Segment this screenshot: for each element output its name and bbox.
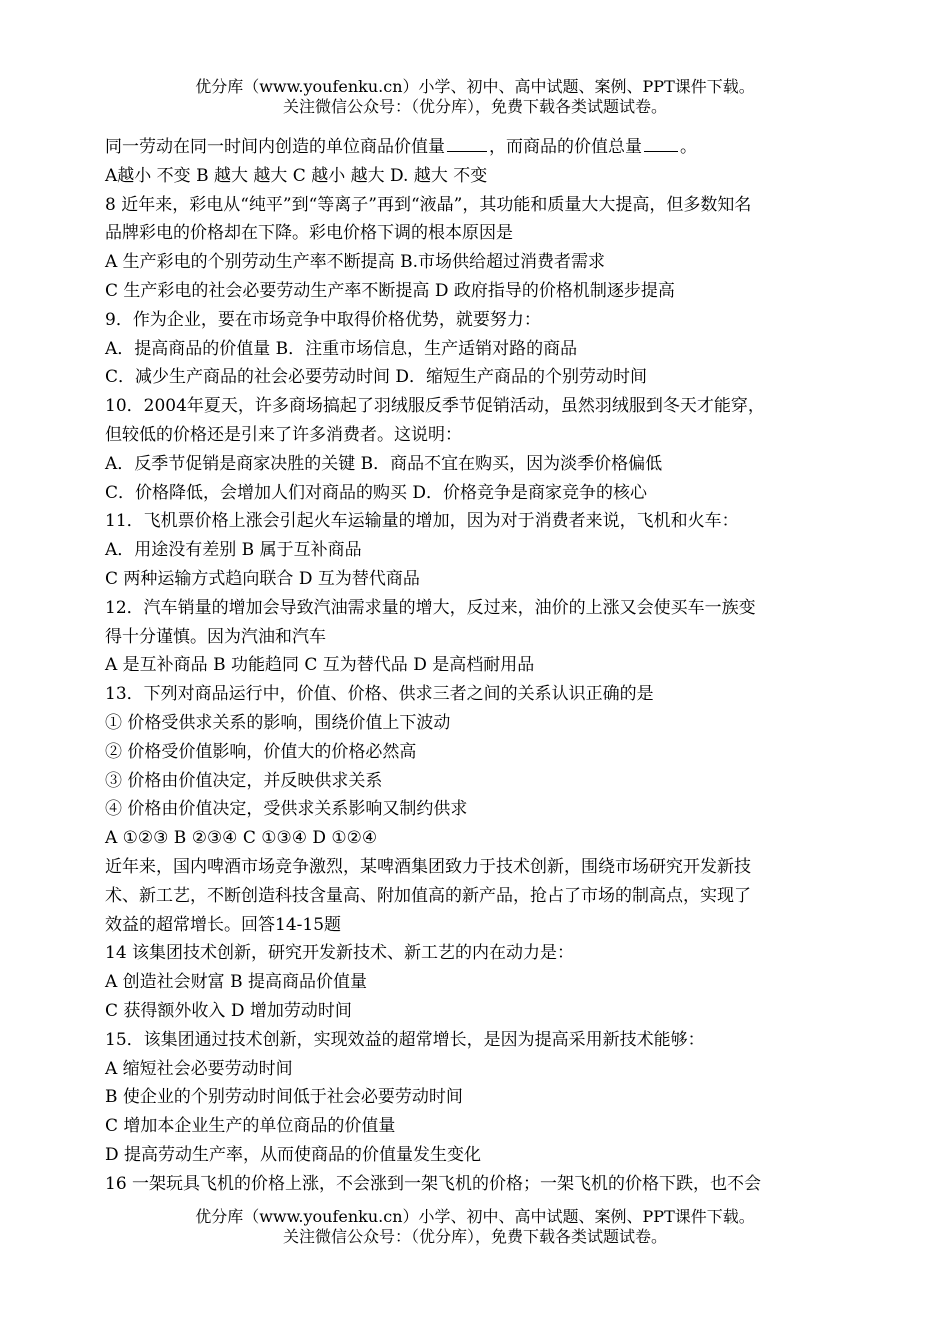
text-line: A．用途没有差别 B 属于互补商品 (105, 540, 362, 561)
text-line: 品牌彩电的价格却在下降。彩电价格下调的根本原因是 (105, 223, 513, 244)
text-line: C 增加本企业生产的单位商品的价值量 (105, 1116, 396, 1137)
text-line: ② 价格受价值影响，价值大的价格必然高 (105, 741, 417, 762)
text-line: C 两种运输方式趋向联合 D 互为替代商品 (105, 568, 420, 589)
passage-line: 效益的超常增长。回答14-15题 (105, 914, 342, 935)
text-line: D 提高劳动生产率，从而使商品的价值量发生变化 (105, 1144, 482, 1165)
text-fragment: 同一劳动在同一时间内创造的单位商品价值量 (105, 137, 445, 157)
footer-line-1: 优分库（www.youfenku.cn）小学、初中、高中试题、案例、PPT课件下载。 (195, 1207, 755, 1226)
header-line-1: 优分库（www.youfenku.cn）小学、初中、高中试题、案例、PPT课件下载。 (195, 77, 755, 96)
page-footer (0, 1207, 950, 1247)
text-line (105, 133, 845, 162)
text-line: A越小 不变 B 越大 越大 C 越小 越大 D. 越大 不变 (105, 165, 488, 186)
text-line: A．提高商品的价值量 B．注重市场信息，生产适销对路的商品 (105, 338, 578, 359)
question-15: 15．该集团通过技术创新，实现效益的超常增长，是因为提高采用新技术能够： (105, 1029, 705, 1050)
question-10: 10．2004年夏天，许多商场搞起了羽绒服反季节促销活动，虽然羽绒服到冬天才能穿， (105, 396, 765, 417)
text-fragment: ，而商品的价值总量 (489, 137, 642, 157)
text-line: C．价格降低，会增加人们对商品的购买 D．价格竞争是商家竞争的核心 (105, 482, 648, 503)
text-line: C 生产彩电的社会必要劳动生产率不断提高 D 政府指导的价格机制逐步提高 (105, 280, 675, 301)
text-line: A 是互补商品 B 功能趋同 C 互为替代品 D 是高档耐用品 (105, 655, 535, 676)
question-12: 12．汽车销量的增加会导致汽油需求量的增大，反过来，油价的上涨又会使买车一族变 (105, 597, 756, 618)
header-line-2: 关注微信公众号：（优分库），免费下载各类试题试卷。 (282, 97, 667, 116)
question-14: 14 该集团技术创新，研究开发新技术、新工艺的内在动力是： (105, 943, 575, 964)
text-line: A 缩短社会必要劳动时间 (105, 1058, 293, 1079)
text-line: 但较低的价格还是引来了许多消费者。这说明： (105, 424, 462, 445)
blank-underline (644, 134, 678, 152)
text-line: 得十分谨慎。因为汽油和汽车 (105, 626, 326, 647)
text-line: ④ 价格由价值决定，受供求关系影响又制约供求 (105, 799, 468, 820)
question-8: 8 近年来，彩电从“纯平”到“等离子”再到“液晶”，其功能和质量大大提高，但多数知名 (105, 194, 752, 215)
text-fragment: 。 (680, 137, 697, 157)
text-line: ① 价格受供求关系的影响，围绕价值上下波动 (105, 712, 451, 733)
passage-line: 近年来，国内啤酒市场竞争激烈，某啤酒集团致力于技术创新，围绕市场研究开发新技 (105, 856, 751, 877)
page-header (0, 77, 950, 117)
text-line: B 使企业的个别劳动时间低于社会必要劳动时间 (105, 1087, 463, 1108)
blank-underline (447, 134, 487, 152)
question-16: 16 一架玩具飞机的价格上涨，不会涨到一架飞机的价格；一架飞机的价格下跌，也不会 (105, 1173, 762, 1194)
text-line: A 生产彩电的个别劳动生产率不断提高 B.市场供给超过消费者需求 (105, 252, 605, 273)
document-body (105, 133, 845, 1198)
text-line: A ①②③ B ②③④ C ①③④ D ①②④ (105, 828, 378, 849)
text-line: C．减少生产商品的社会必要劳动时间 D．缩短生产商品的个别劳动时间 (105, 367, 648, 388)
question-11: 11．飞机票价格上涨会引起火车运输量的增加，因为对于消费者来说，飞机和火车： (105, 511, 739, 532)
question-9: 9．作为企业，要在市场竞争中取得价格优势，就要努力： (105, 309, 541, 330)
text-line: A．反季节促销是商家决胜的关键 B．商品不宜在购买，因为淡季价格偏低 (105, 453, 663, 474)
text-line: A 创造社会财富 B 提高商品价值量 (105, 972, 367, 993)
text-line: ③ 价格由价值决定，并反映供求关系 (105, 770, 383, 791)
text-line: C 获得额外收入 D 增加劳动时间 (105, 1000, 352, 1021)
footer-line-2: 关注微信公众号：（优分库），免费下载各类试题试卷。 (282, 1227, 667, 1246)
question-13: 13．下列对商品运行中，价值、价格、供求三者之间的关系认识正确的是 (105, 684, 654, 705)
passage-line: 术、新工艺，不断创造科技含量高、附加值高的新产品，抢占了市场的制高点，实现了 (105, 885, 751, 906)
